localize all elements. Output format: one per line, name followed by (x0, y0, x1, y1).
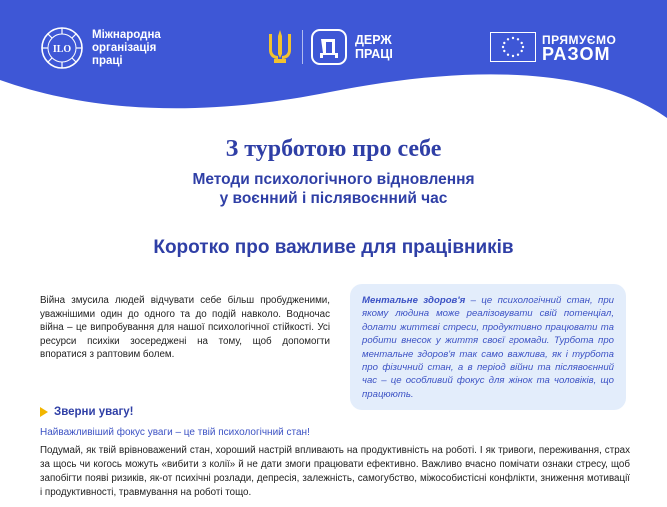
derzh-text-line2: ПРАЦІ (355, 47, 393, 61)
ilo-brand (40, 26, 182, 70)
focus-statement: Найважливіший фокус уваги – це твій психологічний стан! (40, 427, 310, 438)
page-subtitle (0, 170, 667, 208)
page-title: З турботою про себе (225, 136, 442, 162)
subtitle-line1: Методи психологічного відновлення (192, 171, 475, 188)
subtitle-line2: у воєнний і післявоєнний час (219, 190, 448, 207)
derzh-text-line1: ДЕРЖ (355, 33, 392, 47)
attention-label: Зверни увагу! (54, 406, 134, 418)
mental-health-callout (350, 284, 626, 410)
ilo-emblem-icon (40, 26, 84, 70)
body-paragraph: Подумай, як твій врівноважений стан, хороший настрій впливають на продуктивність на роботі. І як тривоги, переживання, страх за щось чи когось можуть «вибити з колії» й не дати змоги працювати ефективно. Важливо вчасно помічати ознаки стресу, щоб запобігти появі ризиків, як-от психічні розлади, депресія, залежність, самогубство, міжособистісні конфлікти, зниження мотивації і продуктивності, травмування на роботі тощо. (40, 445, 630, 498)
arrow-right-icon (40, 407, 48, 417)
callout-text: – це психологічний стан, при якому людина може реалізовувати свій потенціал, долати життєві стреси, продуктивно працювати та робити внесок у життя своєї громади. Турбота про ментальне здоров'я так само важлива, як і турбота про фізичний стан, а в період війни та післявоєнний час – це особливий фокус для жінок та чоловіків, що працюють. (362, 295, 614, 400)
header-banner (0, 0, 667, 130)
callout-paragraph (362, 294, 614, 401)
eu-slogan-line2: РАЗОМ (542, 44, 611, 64)
attention-heading (40, 406, 133, 418)
section-title: Коротко про важливе для працівників (153, 237, 514, 258)
ilo-name: Міжнародна організація праці (92, 28, 161, 67)
derzhpratsi-logo-icon (311, 29, 347, 65)
government-brand (266, 28, 393, 66)
svg-text:ILO: ILO (52, 44, 72, 55)
derzhpratsi-wordmark (355, 33, 393, 61)
intro-paragraph: Війна змусила людей відчувати себе більш пробудженими, уважнішими один до одного та до подій навколо. Водночас війна – це випробування для нашої психологічної стійкості. Усі ресурси психіки зосереджені на тому, щоб допомогти впоратися з раптовим болем. (40, 295, 330, 361)
trident-icon (266, 28, 294, 66)
eu-slogan (542, 33, 617, 64)
callout-term: Ментальне здоров'я (362, 295, 466, 306)
eu-slogan-line1: ПРЯМУЄМО (542, 33, 617, 47)
logo-separator (302, 30, 303, 64)
eu-brand (490, 32, 616, 62)
eu-flag-icon (490, 32, 536, 62)
